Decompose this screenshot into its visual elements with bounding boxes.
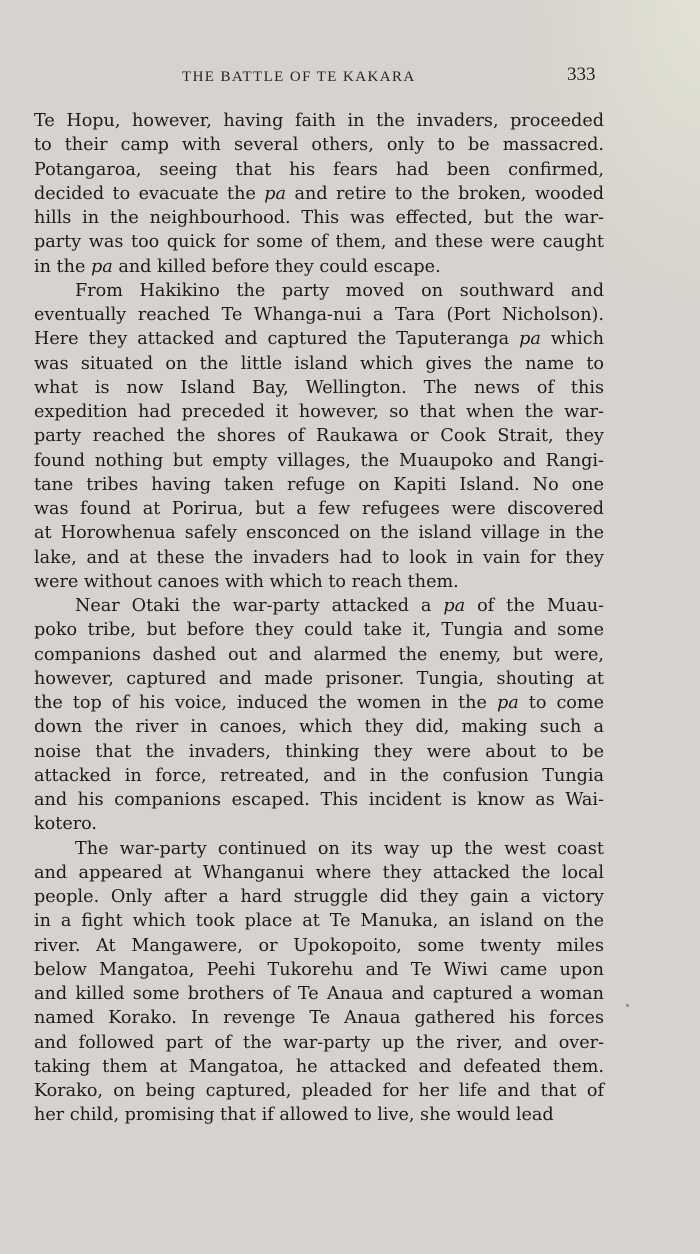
text-line: at Horowhenua safely ensconced on the island village in the (34, 523, 604, 544)
text-line: attacked in force, retreated, and in the confusion Tungia (34, 765, 604, 786)
text-line: her child, promising that if allowed to live, she would lead (34, 1105, 554, 1126)
paragraph (34, 837, 604, 1128)
text-line: party was too quick for some of them, and these were caught (34, 232, 604, 253)
body-text (34, 109, 604, 1128)
paragraph (34, 594, 604, 837)
text-run: of the Muau- (465, 596, 604, 616)
text-line (34, 327, 604, 351)
text-line: taking them at Mangatoa, he attacked and defeated them. (34, 1056, 604, 1077)
text-line: was found at Porirua, but a few refugees were discovered (34, 499, 604, 519)
text-line (34, 691, 604, 715)
text-run: and retire to the broken, wooded (286, 183, 604, 204)
text-line: From Hakikino the party moved on southward and (75, 280, 604, 301)
text-line: was situated on the little island which gives the name to (34, 353, 604, 374)
text-line: lake, and at these the invaders had to look in vain for they (34, 547, 604, 568)
paper-speck (626, 1004, 629, 1007)
text-line: named Korako. In revenge Te Anaua gathered his forces (34, 1008, 604, 1029)
paragraph (34, 279, 604, 594)
text-line: hills in the neighbourhood. This was effected, but the war- (34, 208, 604, 228)
text-line: river. At Mangawere, or Upokopoito, some twenty miles (34, 935, 604, 956)
italic-term: pa (90, 256, 113, 277)
text-line: found nothing but empty villages, the Muaupoko and Rangi- (34, 450, 604, 471)
paragraph (34, 109, 604, 279)
text-line: to their camp with several others, only to be massacred. (34, 135, 604, 156)
text-line: noise that the invaders, thinking they were about to be (34, 741, 604, 762)
text-line: in a fight which took place at Te Manuka, an island on the (34, 911, 604, 932)
text-line: were without canoes with which to reach them. (34, 571, 459, 592)
text-run: to come (518, 693, 604, 713)
text-line: what is now Island Bay, Wellington. The news of this (34, 377, 604, 398)
text-line: and his companions escaped. This incident is know as Wai- (34, 790, 604, 810)
text-run: decided to evacuate the (34, 183, 265, 204)
text-line: Te Hopu, however, having faith in the invaders, proceeded (34, 111, 604, 131)
text-line: kotero. (34, 814, 98, 835)
text-line: and appeared at Whanganui where they attacked the local (34, 862, 604, 883)
text-line: however, captured and made prisoner. Tungia, shouting at (34, 668, 604, 689)
text-line: Korako, on being captured, pleaded for her life and that of (34, 1081, 604, 1101)
text-run: the top of his voice, induced the women in the (34, 693, 497, 713)
text-line: The war-party continued on its way up the west coast (75, 838, 604, 859)
italic-term: pa (519, 329, 541, 350)
text-line: eventually reached Te Whanga-nui a Tara (Port Nicholson). (34, 305, 604, 325)
text-line (34, 594, 604, 618)
text-line: down the river in canoes, which they did, making such a (34, 717, 604, 738)
text-line: poko tribe, but before they could take it, Tungia and some (34, 620, 604, 641)
text-line (34, 182, 604, 206)
page-number: 333 (567, 64, 596, 85)
running-head: THE BATTLE OF TE KAKARA (182, 69, 416, 85)
text-line (34, 255, 604, 279)
italic-term: pa (443, 596, 466, 616)
text-line: tane tribes having taken refuge on Kapiti Island. No one (34, 474, 604, 495)
text-run: Near Otaki the war-party attacked a (75, 596, 444, 616)
text-line: companions dashed out and alarmed the enemy, but were, (34, 644, 604, 665)
text-line: expedition had preceded it however, so that when the war- (34, 402, 604, 422)
text-line: people. Only after a hard struggle did they gain a victory (34, 887, 604, 907)
text-line: Potangaroa, seeing that his fears had been confirmed, (34, 159, 604, 180)
text-run: which (540, 329, 604, 350)
italic-term: pa (496, 693, 519, 713)
italic-term: pa (264, 183, 287, 204)
text-run: and killed before they could escape. (112, 256, 441, 277)
text-run: in the (34, 256, 91, 277)
text-line: and killed some brothers of Te Anaua and captured a woman (34, 984, 604, 1004)
text-line: below Mangatoa, Peehi Tukorehu and Te Wiwi came upon (34, 959, 604, 980)
text-line: party reached the shores of Raukawa or Cook Strait, they (34, 426, 604, 447)
text-run: Here they attacked and captured the Taputeranga (34, 329, 520, 350)
text-line: and followed part of the war-party up the river, and over- (34, 1032, 604, 1053)
